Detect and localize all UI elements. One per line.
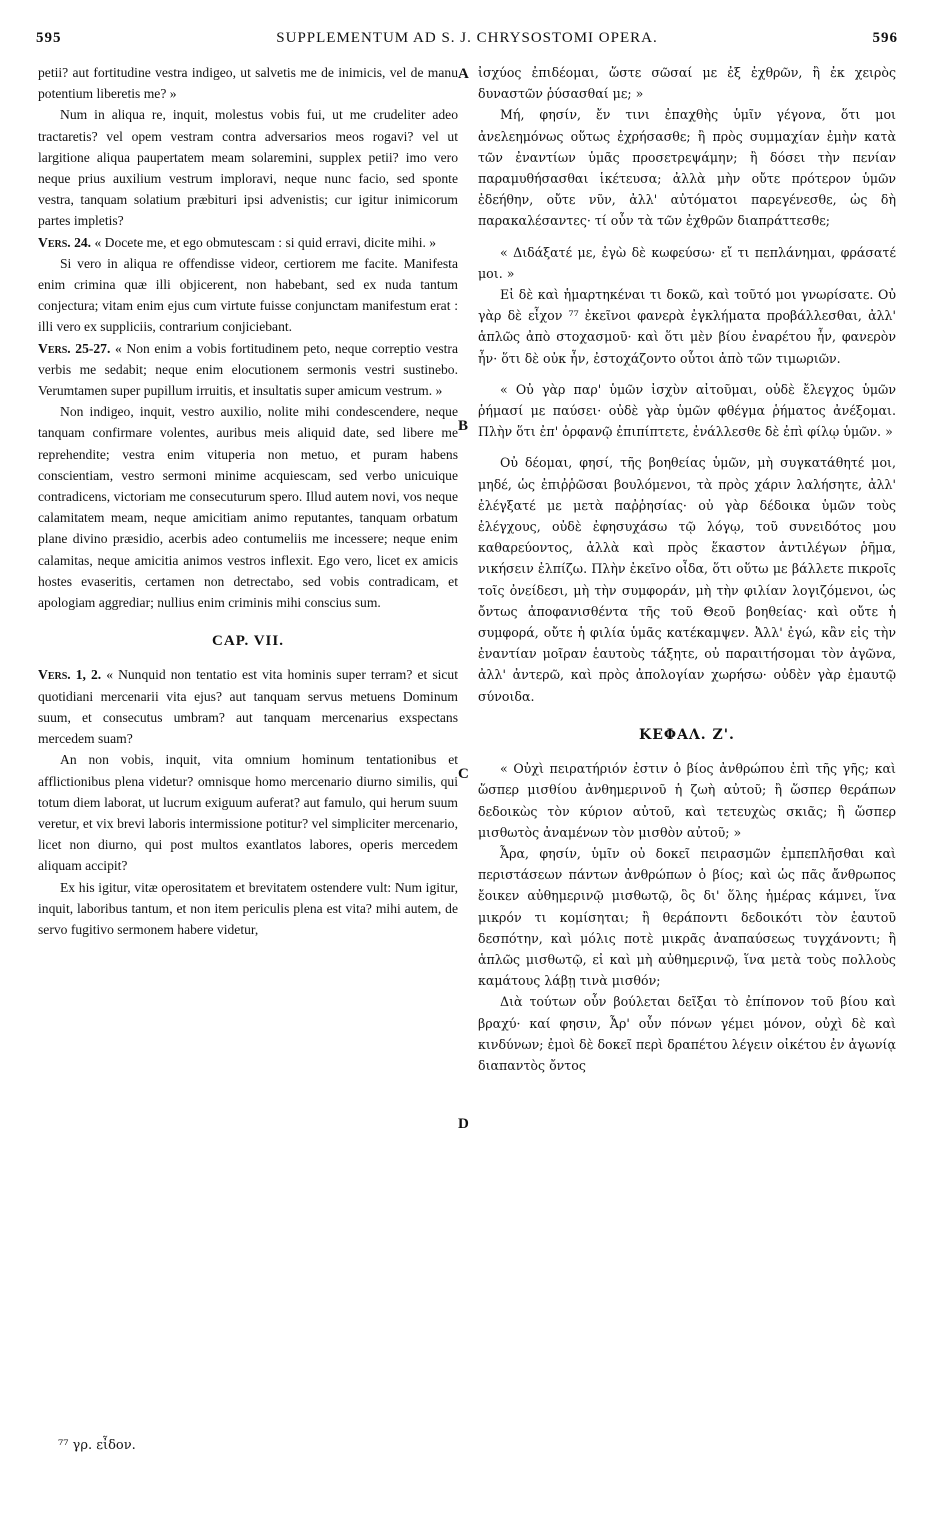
greek-paragraph: Μή, φησίν, ἔν τινι ἐπαχθὴς ὑμῖν γέγονα, ὅτι μοι ἀνελεημόνως οὕτως ἐχρήσασθε; ἢ πρὸς συμμαχίαν ἐμὴν κατὰ τῶν ἐναντίων ὑμᾶς προσετρεψάμην; ἢ δόσει τὴν πενίαν παραμυθήσασθαι ἱκέτευσα; ἀλλὰ μὴν οὔτε πρότερον ὑμῶν ἐδεήθην, οὔτε νῦν, ἀλλ' αὐτόματοι παρεγένεσθε, ὡς δὴ παρακαλέσαντες· τί οὖν τὰ τῶν ἐχθρῶν διαπράττεσθε; [478, 107, 896, 229]
latin-paragraph: An non vobis, inquit, vita omnium hominum tentationibus et afflictionibus plena videtur? omnisque homo mercenario diurno similis, qui totum diem laborat, ut lucrum exiguum auferat? aut famulo, qui herum suum veretur, et vix brevi laboris intermissione potitur? vel simpliciter mercenario, licet non diurno, qui post multos exantlatos labores, operis mercedem aliquam accipit? [38, 752, 458, 874]
verse-label: Vers. 24. [38, 234, 92, 250]
margin-marker-d: D [458, 1116, 469, 1132]
greek-paragraph: Διὰ τούτων οὖν βούλεται δεῖξαι τὸ ἐπίπονον τοῦ βίου καὶ βραχύ· καί φησιν, Ἆρ' οὖν πόνων γέμει μόνον, οὐχὶ δὲ καὶ κινδύνων; ἐμοὶ δὲ δοκεῖ περὶ δραπέτου λέγειν οἰκέτου ἐν ἀγωνίᾳ διαπαντὸς ὄντος [478, 994, 896, 1073]
footnote: ⁷⁷ γρ. εἶδον. [58, 1438, 136, 1453]
margin-marker-c: C [458, 766, 469, 782]
latin-column [38, 62, 458, 940]
latin-verse [38, 664, 458, 749]
page-number-right: 596 [872, 30, 898, 46]
greek-verse: « Διδάξατέ με, ἐγὼ δὲ κωφεύσω· εἴ τι πεπλάνημαι, φράσατέ μοι. » [478, 244, 896, 281]
verse-text: « Non enim a vobis fortitudinem peto, neque correptio vestra verbis me sedabit; neque enim elocutionem sermonis vestri sustinebo. Verumtamen super pupillum irruitis, et insultatis super amicum vestrum. » [38, 340, 458, 399]
latin-verse [38, 338, 458, 402]
chapter-heading-latin: CAP. VII. [212, 633, 284, 650]
latin-paragraph: Ex his igitur, vitæ operositatem et brevitatem ostendere vult: Num igitur, inquit, laboribus tantum, et non item periculis plena est vita? mihi autem, de servo fugitivo sermonem habere videtur, [38, 879, 458, 937]
verse-text: « Nunquid non tentatio est vita hominis super terram? et sicut quotidiani mercenarii vita ejus? aut tanquam servus metuens Dominum suum, et consecutus umbram? aut tanquam mercenarius exspectans mercedem suam? [38, 667, 458, 747]
verse-label: Vers. 25-27. [38, 340, 111, 356]
chapter-heading-greek: ΚΕΦΑΛ. Ζ'. [639, 726, 735, 743]
latin-paragraph: petii? aut fortitudine vestra indigeo, ut salvetis me de inimicis, vel de manu potentium liberetis me? » [38, 65, 458, 102]
greek-paragraph: ἰσχύος ἐπιδέομαι, ὥστε σῶσαί με ἐξ ἐχθρῶν, ἢ ἐκ χειρὸς δυναστῶν ῥύσασθαί με; » [478, 65, 896, 102]
greek-paragraph: Εἰ δὲ καὶ ἡμαρτηκέναι τι δοκῶ, καὶ τοῦτό μοι γνωρίσατε. Οὐ γὰρ δὲ εἶχον ⁷⁷ ἐκεῖνοι φανερὰ ἐγκλήματα προβάλλεσθαι, ἀλλ' ἁπλῶς ἀπὸ στοχασμοῦ· καὶ ὅτι μὲν βίου ἐναρέτου ἦν, φανερὸν ἦν· ὅτι δὲ οὐκ ἦν, ἐστοχάζοντο οὗτοι ἀπὸ τῶν τιμωριῶν. [478, 287, 896, 366]
page-header [36, 30, 898, 54]
greek-paragraph: Ἆρα, φησίν, ὑμῖν οὐ δοκεῖ πειρασμῶν ἐμπεπλῆσθαι καὶ περιστάσεων πάντων ἀνθρώπων ὁ βίος; καὶ ὡς πᾶς ἄνθρωπος ἔοικεν αὐθημερινῷ μισθωτῷ, ὃς δι' ὅλης ἡμέρας κάμνει, ἵνα μικρόν τι κομίσηται; ἢ θεράποντι δεδοικότι τὸν ἑαυτοῦ δεσπότην, καὶ μόλις ποτὲ μικρᾶς ἀναπαύσεως τυγχάνοντι; ἢ ἁπλῶς μισθωτῷ, εἰ καὶ μὴ αὐθημερινῷ, ἵνα μετὰ τοὺς πολλοὺς καμάτους λάβῃ τινὰ μισθόν; [478, 845, 896, 989]
latin-paragraph: Si vero in aliqua re offendisse videor, certiorem me facite. Manifesta enim crimina quæ illi objicerent, non habebant, sed ex nuda tantum conjectura; vitam enim ejus cum virtute fuisse conjunctam manifestum erat : illi vero ex suppliciis, contrarium conjiciebant. [38, 255, 458, 335]
verse-text: « Docete me, et ego obmutescam : si quid erravi, dicite mihi. » [91, 234, 437, 250]
greek-column [478, 62, 896, 1076]
latin-verse [38, 232, 458, 253]
greek-verse: « Οὐχὶ πειρατήριόν ἐστιν ὁ βίος ἀνθρώπου ἐπὶ τῆς γῆς; καὶ ὥσπερ μισθίου ἀνθημερινοῦ ἡ ζωὴ αὐτοῦ; ἢ ὥσπερ θεράπων δεδοικὼς τὸν κύριον αὐτοῦ, καὶ τετευχὼς σκιᾶς; ἢ ὥσπερ μισθωτὸς ἀναμένων τὸν μισθὸν αὐτοῦ; » [478, 761, 896, 840]
margin-marker-a: A [458, 66, 469, 82]
margin-marker-b: B [458, 418, 469, 434]
greek-paragraph: Οὐ δέομαι, φησί, τῆς βοηθείας ὑμῶν, μὴ συγκατάθητέ μοι, μηδέ, ὡς ἐπιῤῥῶσαι βουλόμενοι, τὰ πρὸς χάριν λαλήσητε, ἀλλ' ἐλέγξατέ με μετὰ παῤῥησίας· οὐ γὰρ δέδοικα ὑμῶν τοὺς ἐλέγχους, οὐδὲ ἐφησυχάσω τῷ λόγῳ, τοῦ συνειδότος μου καθαρεύοντος, ἀλλὰ καὶ πρὸς ἕκαστον ἀντιλέγων ῥῆμα, νικήσειν ἐλπίζω. Πλὴν ἐκεῖνο οἶδα, ὅτι οὕτω με βάλλετε πικροῖς τοῖς ὀνείδεσι, μὴ τὴν συμφοράν, μὴ τὴν φιλίαν λογιζόμενοι, ὡς ὄντως ἀποφανισθέντα τῆς τοῦ Θεοῦ βοηθείας· καὶ οὔτε ἡ συμφορά, οὔτε ἡ φιλία ὑμᾶς κατέκαμψεν. Ἀλλ' ἐγώ, κἂν εἰς τὴν ἐναντίαν μοῖραν ἑαυτοὺς τάξητε, οὐ παραιτήσομαι τὸν ἀγῶνα, ἀλλ' ἀντερῶ, καὶ πρὸς ἀπολογίαν χωρήσω· οὐδὲν γὰρ ἐμαυτῷ σύνοιδα. [478, 455, 896, 704]
page-number-left: 595 [36, 30, 62, 46]
verse-label: Vers. 1, 2. [38, 667, 102, 683]
running-title: SUPPLEMENTUM AD S. J. CHRYSOSTOMI OPERA. [276, 30, 658, 46]
greek-verse: « Οὐ γὰρ παρ' ὑμῶν ἰσχὺν αἰτοῦμαι, οὐδὲ ἔλεγχος ὑμῶν ῥήμασί με παύσει· οὐδὲ γὰρ ὑμῶν φθέγμα ῥήματος ἀνέξομαι. Πλὴν ὅτι ἐπ' ὀρφανῷ ἐπιπίπτετε, ἐνάλλεσθε δὲ ἐπὶ φίλῳ ὑμῶν. » [478, 381, 896, 440]
latin-paragraph: Num in aliqua re, inquit, molestus vobis fui, ut me crudeliter adeo tractaretis? vel opem vestram contra adversarios meos rogavi? vel ut largitione aliqua paupertatem meam solaremini, supplex petii? imo vero neque prius auxilium vestrum imploravi, neque nunc facio, sed sponte vestra, tanquam solatium præbituri ipsi advenistis; cur igitur inimicorum partes impletis? [38, 107, 458, 229]
latin-paragraph: Non indigeo, inquit, vestro auxilio, nolite mihi condescendere, neque tanquam confirmare volentes, auribus meis aliquid date, sed libere me reprehendite; vestra enim vituperia non metuo, et puram habens conscientiam, vestro sermoni minime acquiescam, sed verbo unicuique contradicens, victoriam me consecuturum spero. Illud autem novi, vos neque calamitatem meam, neque amicitiam animo reputantes, tanquam orbatum plane divino præsidio, acerbis adeo contumeliis me incessere; neque enim calamitas, neque amicitia animos vestros inflexit. Ego vero, licet ex amicis hostes evaseritis, certamen non detrectabo, sed vobis contradicam, et apologiam aggrediar; nullius enim criminis mihi conscius sum. [38, 404, 458, 611]
